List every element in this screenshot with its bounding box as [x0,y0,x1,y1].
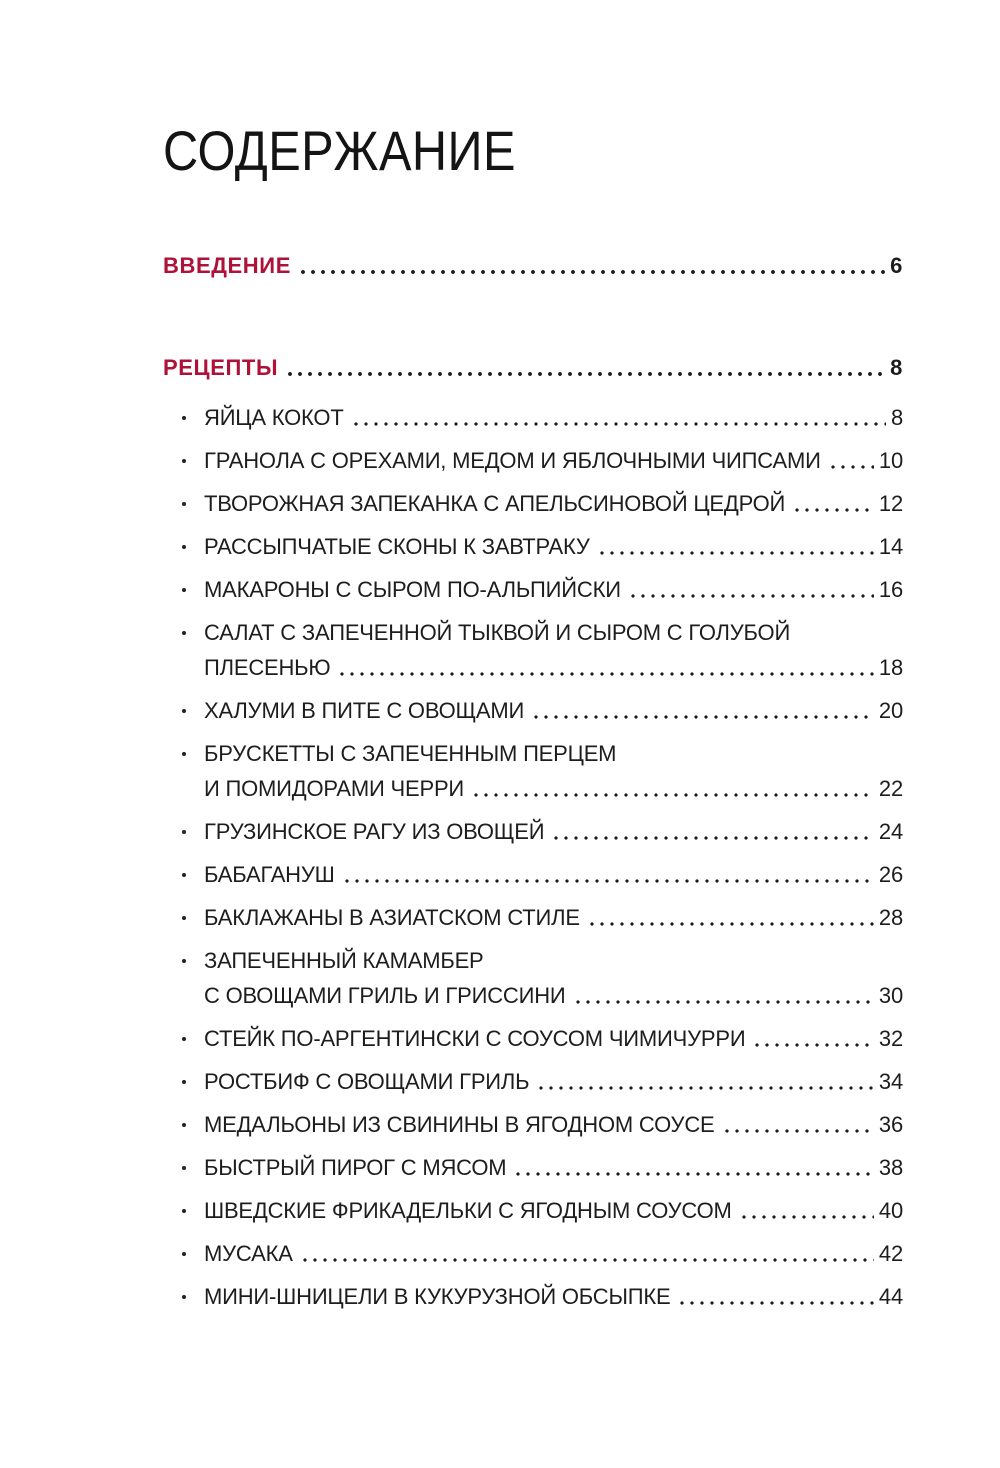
bullet-icon [182,1209,186,1213]
toc-item-page-number: 22 [878,776,903,801]
toc-item-row [204,978,903,1013]
toc-item [163,572,903,607]
toc-item-row [204,529,903,564]
dot-leader [597,529,874,564]
bullet-icon [182,1252,186,1256]
toc-item [163,736,903,806]
dot-leader [677,1279,873,1314]
toc-item-row [204,693,903,728]
dot-leader [792,486,874,521]
toc-item-title: БЫСТРЫЙ ПИРОГ С МЯСОМ [204,1155,507,1180]
bullet-icon [182,631,186,635]
toc-item-page-number: 24 [878,819,903,844]
toc-item-row [204,900,903,935]
toc-item-row [204,1107,903,1142]
bullet-icon [182,502,186,506]
dot-leader [828,443,874,478]
toc-item [163,857,903,892]
toc-item-page-number: 18 [878,655,903,680]
bullet-icon [182,873,186,877]
dot-leader [722,1107,874,1142]
dot-leader [752,1021,873,1056]
toc-item-title: ЯЙЦА КОКОТ [204,405,344,430]
section-page-number: 6 [890,253,903,278]
toc-section [163,248,903,283]
toc-item-page-number: 8 [890,405,903,430]
dot-leader [531,693,874,728]
dot-leader [300,1236,874,1271]
toc-item-title: ТВОРОЖНАЯ ЗАПЕКАНКА С АПЕЛЬСИНОВОЙ ЦЕДРОЙ [204,491,786,516]
toc-item-page-number: 38 [878,1155,903,1180]
dot-leader [285,350,885,385]
toc-item-page-number: 44 [878,1284,903,1309]
toc-item-page-number: 34 [878,1069,903,1094]
bullet-icon [182,709,186,713]
toc-item-title: МУСАКА [204,1241,293,1266]
toc-item-page-number: 40 [878,1198,903,1223]
toc-item [163,1193,903,1228]
page-content [163,0,903,1314]
toc-item-row [204,1064,903,1099]
toc-item [163,1064,903,1099]
toc-item-row [204,572,903,607]
dot-leader [551,814,874,849]
dot-leader [342,857,874,892]
toc-item-title: ШВЕДСКИЕ ФРИКАДЕЛЬКИ С ЯГОДНЫМ СОУСОМ [204,1198,732,1223]
toc-item-title: ПЛЕСЕНЬЮ [204,655,331,680]
toc-item-row [204,486,903,521]
toc-item [163,486,903,521]
toc-item-page-number: 16 [878,577,903,602]
section-page-number: 8 [890,355,903,380]
toc-item-row [204,1236,903,1271]
toc-item-title: МЕДАЛЬОНЫ ИЗ СВИНИНЫ В ЯГОДНОМ СОУСЕ [204,1112,715,1137]
dot-leader [337,650,873,685]
toc-item [163,443,903,478]
toc-item-line: ЗАПЕЧЕННЫЙ КАМАМБЕР [204,948,484,973]
toc-item-title: МИНИ-ШНИЦЕЛИ В КУКУРУЗНОЙ ОБСЫПКЕ [204,1284,671,1309]
dot-leader [298,248,885,283]
dot-leader [513,1150,874,1185]
bullet-icon [182,1166,186,1170]
toc-item-line: БРУСКЕТТЫ С ЗАПЕЧЕННЫМ ПЕРЦЕМ [204,741,617,766]
toc-item-row [204,400,903,435]
toc-item-title: МАКАРОНЫ С СЫРОМ ПО-АЛЬПИЙСКИ [204,577,621,602]
toc-item-line: САЛАТ С ЗАПЕЧЕННОЙ ТЫКВОЙ И СЫРОМ С ГОЛУБОЙ [204,620,791,645]
bullet-icon [182,959,186,963]
dot-leader [739,1193,874,1228]
toc-item-row [204,857,903,892]
toc-item-list [163,400,903,1314]
toc-item-title: ГРАНОЛА С ОРЕХАМИ, МЕДОМ И ЯБЛОЧНЫМИ ЧИПСАМИ [204,448,821,473]
toc-item-title: С ОВОЩАМИ ГРИЛЬ И ГРИССИНИ [204,983,566,1008]
toc-item-page-number: 14 [878,534,903,559]
toc-item-page-number: 32 [878,1026,903,1051]
toc-item-title: ГРУЗИНСКОЕ РАГУ ИЗ ОВОЩЕЙ [204,819,545,844]
dot-leader [471,771,874,806]
toc-item-title: БАКЛАЖАНЫ В АЗИАТСКОМ СТИЛЕ [204,905,580,930]
toc-item-page-number: 26 [878,862,903,887]
bullet-icon [182,830,186,834]
toc-item [163,1279,903,1314]
toc-item [163,529,903,564]
toc-sections [163,248,903,1314]
toc-item [163,814,903,849]
toc-item [163,1021,903,1056]
bullet-icon [182,1037,186,1041]
toc-item-title: БАБАГАНУШ [204,862,335,887]
dot-leader [351,400,886,435]
bullet-icon [182,545,186,549]
toc-item [163,1150,903,1185]
toc-item-title: И ПОМИДОРАМИ ЧЕРРИ [204,776,465,801]
toc-item-row [204,650,903,685]
page-title-text: СОДЕРЖАНИЕ [163,119,516,182]
dot-leader [587,900,874,935]
toc-item-row [204,1150,903,1185]
toc-item-page-number: 30 [878,983,903,1008]
toc-item-title: РАССЫПЧАТЫЕ СКОНЫ К ЗАВТРАКУ [204,534,590,559]
toc-item [163,943,903,1013]
dot-leader [628,572,874,607]
toc-item [163,900,903,935]
toc-item [163,1236,903,1271]
toc-item-title: СТЕЙК ПО-АРГЕНТИНСКИ С СОУСОМ ЧИМИЧУРРИ [204,1026,746,1051]
toc-item-row [204,1021,903,1056]
toc-item-row [204,814,903,849]
toc-item-page-number: 42 [878,1241,903,1266]
bullet-icon [182,416,186,420]
bullet-icon [182,1123,186,1127]
toc-section-header [163,350,903,385]
toc-item-page-number: 10 [878,448,903,473]
section-label: ВВЕДЕНИЕ [163,253,291,278]
toc-section [163,350,903,1314]
bullet-icon [182,588,186,592]
dot-leader [573,978,874,1013]
bullet-icon [182,752,186,756]
toc-item-page-number: 20 [878,698,903,723]
toc-item-row [204,771,903,806]
bullet-icon [182,459,186,463]
toc-item-page-number: 36 [878,1112,903,1137]
toc-item [163,400,903,435]
dot-leader [536,1064,874,1099]
section-label: РЕЦЕПТЫ [163,355,279,380]
toc-item-page-number: 28 [878,905,903,930]
toc-item [163,693,903,728]
page-title [163,119,903,182]
bullet-icon [182,1080,186,1084]
toc-item-row [204,1279,903,1314]
toc-section-header [163,248,903,283]
bullet-icon [182,916,186,920]
toc-item [163,615,903,685]
toc-item-page-number: 12 [878,491,903,516]
toc-item [163,1107,903,1142]
toc-item-row [204,1193,903,1228]
toc-item-title: РОСТБИФ С ОВОЩАМИ ГРИЛЬ [204,1069,530,1094]
bullet-icon [182,1295,186,1299]
toc-item-title: ХАЛУМИ В ПИТЕ С ОВОЩАМИ [204,698,525,723]
toc-item-row [204,443,903,478]
